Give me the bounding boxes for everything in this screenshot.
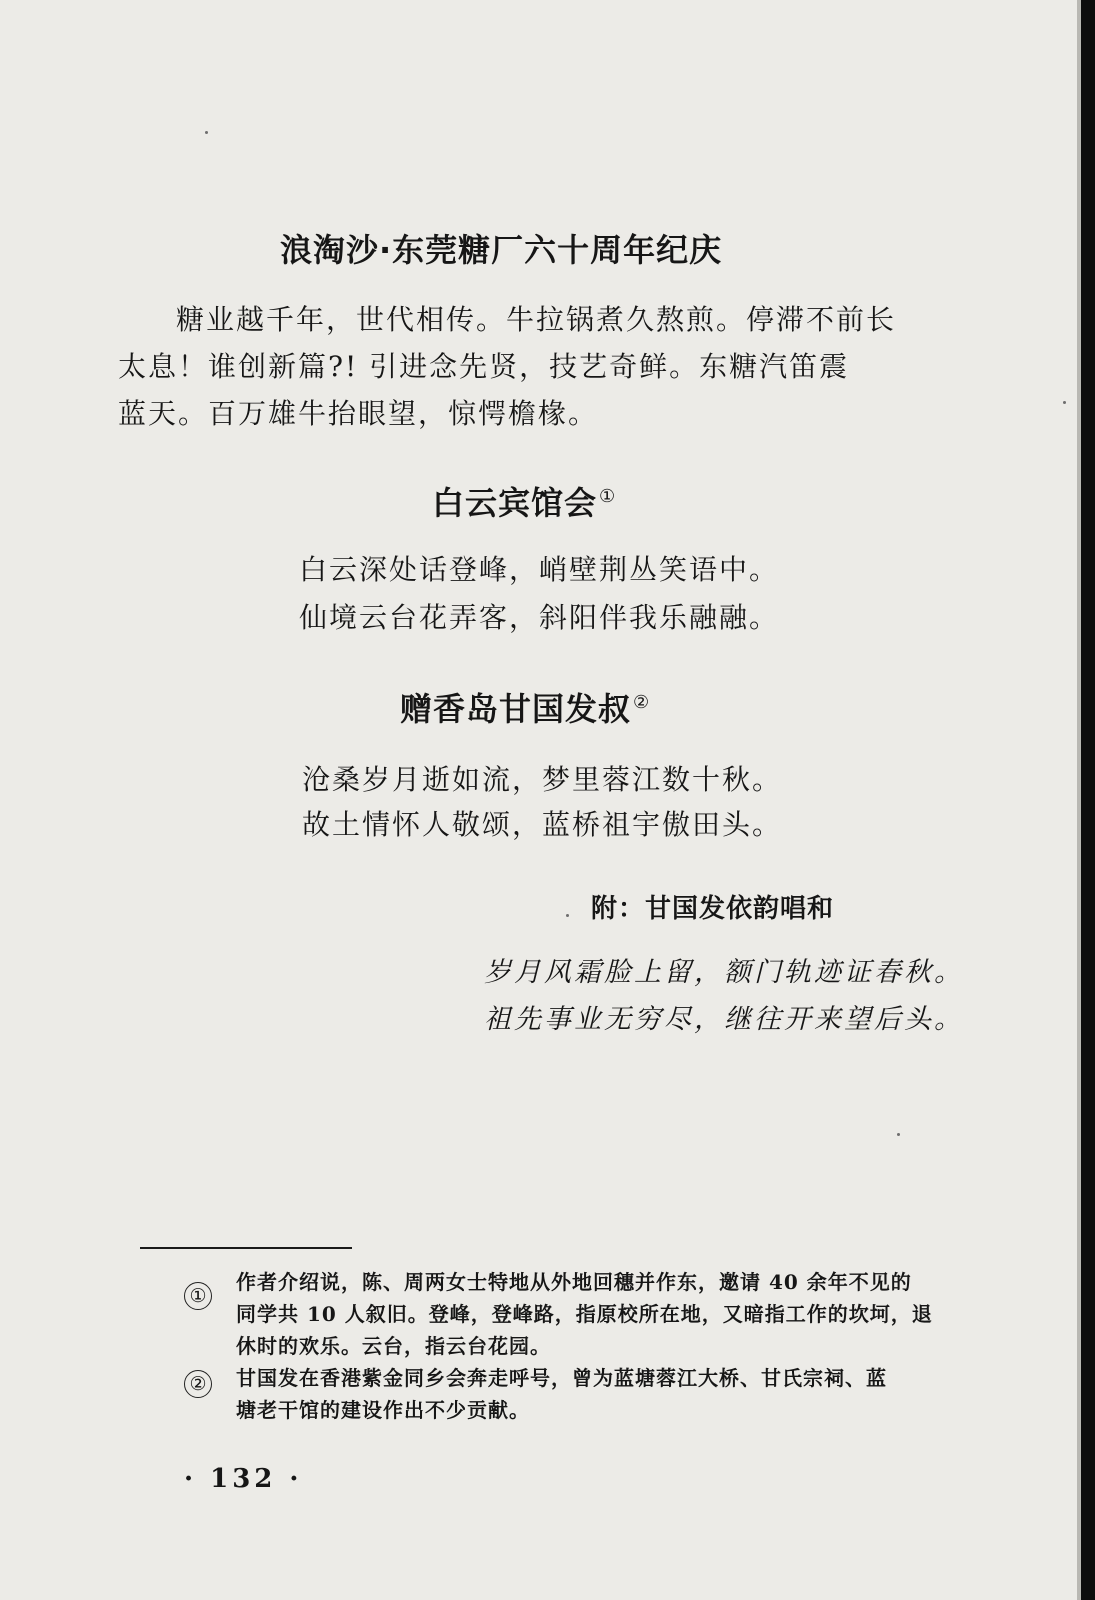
- footnote-reference: ①: [599, 486, 617, 508]
- page-edge: [1081, 0, 1095, 1600]
- poem-line: 白云深处话登峰，峭壁荆丛笑语中。: [299, 553, 780, 586]
- poem-title-text: 白云宾馆会: [432, 484, 598, 522]
- page-number: · 132 ·: [184, 1464, 303, 1494]
- poem-title-text: 赠香岛甘国发叔: [400, 690, 632, 728]
- poem-line: 糖业越千年，世代相传。牛拉锅煮久熬煎。停滞不前长: [176, 303, 897, 336]
- footnote-divider: [140, 1247, 352, 1249]
- noise-speck: [566, 914, 569, 917]
- footnote-line: 休时的欢乐。云台，指云台花园。: [236, 1334, 551, 1358]
- poem-title: [432, 478, 616, 524]
- poem-line: 仙境云台花弄客，斜阳伴我乐融融。: [299, 601, 780, 634]
- noise-speck: [1063, 401, 1066, 404]
- footnote-line: 同学共 10 人叙旧。登峰，登峰路，指原校所在地，又暗指工作的坎坷，退: [236, 1302, 933, 1326]
- footnote-number: ②: [184, 1370, 212, 1398]
- appendix-line: 祖先事业无穷尽，继往开来望后头。: [484, 1004, 964, 1035]
- footnote-reference: ②: [633, 692, 651, 714]
- poem-line: 蓝天。百万雄牛抬眼望，惊愕檐椽。: [118, 397, 599, 430]
- poem-title: [400, 684, 650, 730]
- poem-title: 浪淘沙·东莞糖厂六十周年纪庆: [280, 231, 723, 269]
- poem-line: 太息！谁创新篇?! 引进念先贤，技艺奇鲜。东糖汽笛震: [118, 350, 850, 383]
- poem-line: 故土情怀人敬颂，蓝桥祖宇傲田头。: [302, 808, 783, 841]
- appendix-line: 岁月风霜脸上留，额门轨迹证春秋。: [484, 957, 964, 988]
- footnote-line: 作者介绍说，陈、周两女士特地从外地回穗并作东，邀请 40 余年不见的: [236, 1270, 912, 1294]
- noise-speck: [897, 1133, 900, 1136]
- footnote-line: 塘老干馆的建设作出不少贡献。: [236, 1398, 530, 1422]
- footnote-line: 甘国发在香港紫金同乡会奔走呼号，曾为蓝塘蓉江大桥、甘氏宗祠、蓝: [236, 1366, 887, 1390]
- footnote-number: ①: [184, 1282, 212, 1310]
- poem-line: 沧桑岁月逝如流，梦里蓉江数十秋。: [302, 763, 783, 796]
- appendix-title: 附：甘国发依韵唱和: [591, 894, 835, 924]
- noise-speck: [205, 131, 208, 134]
